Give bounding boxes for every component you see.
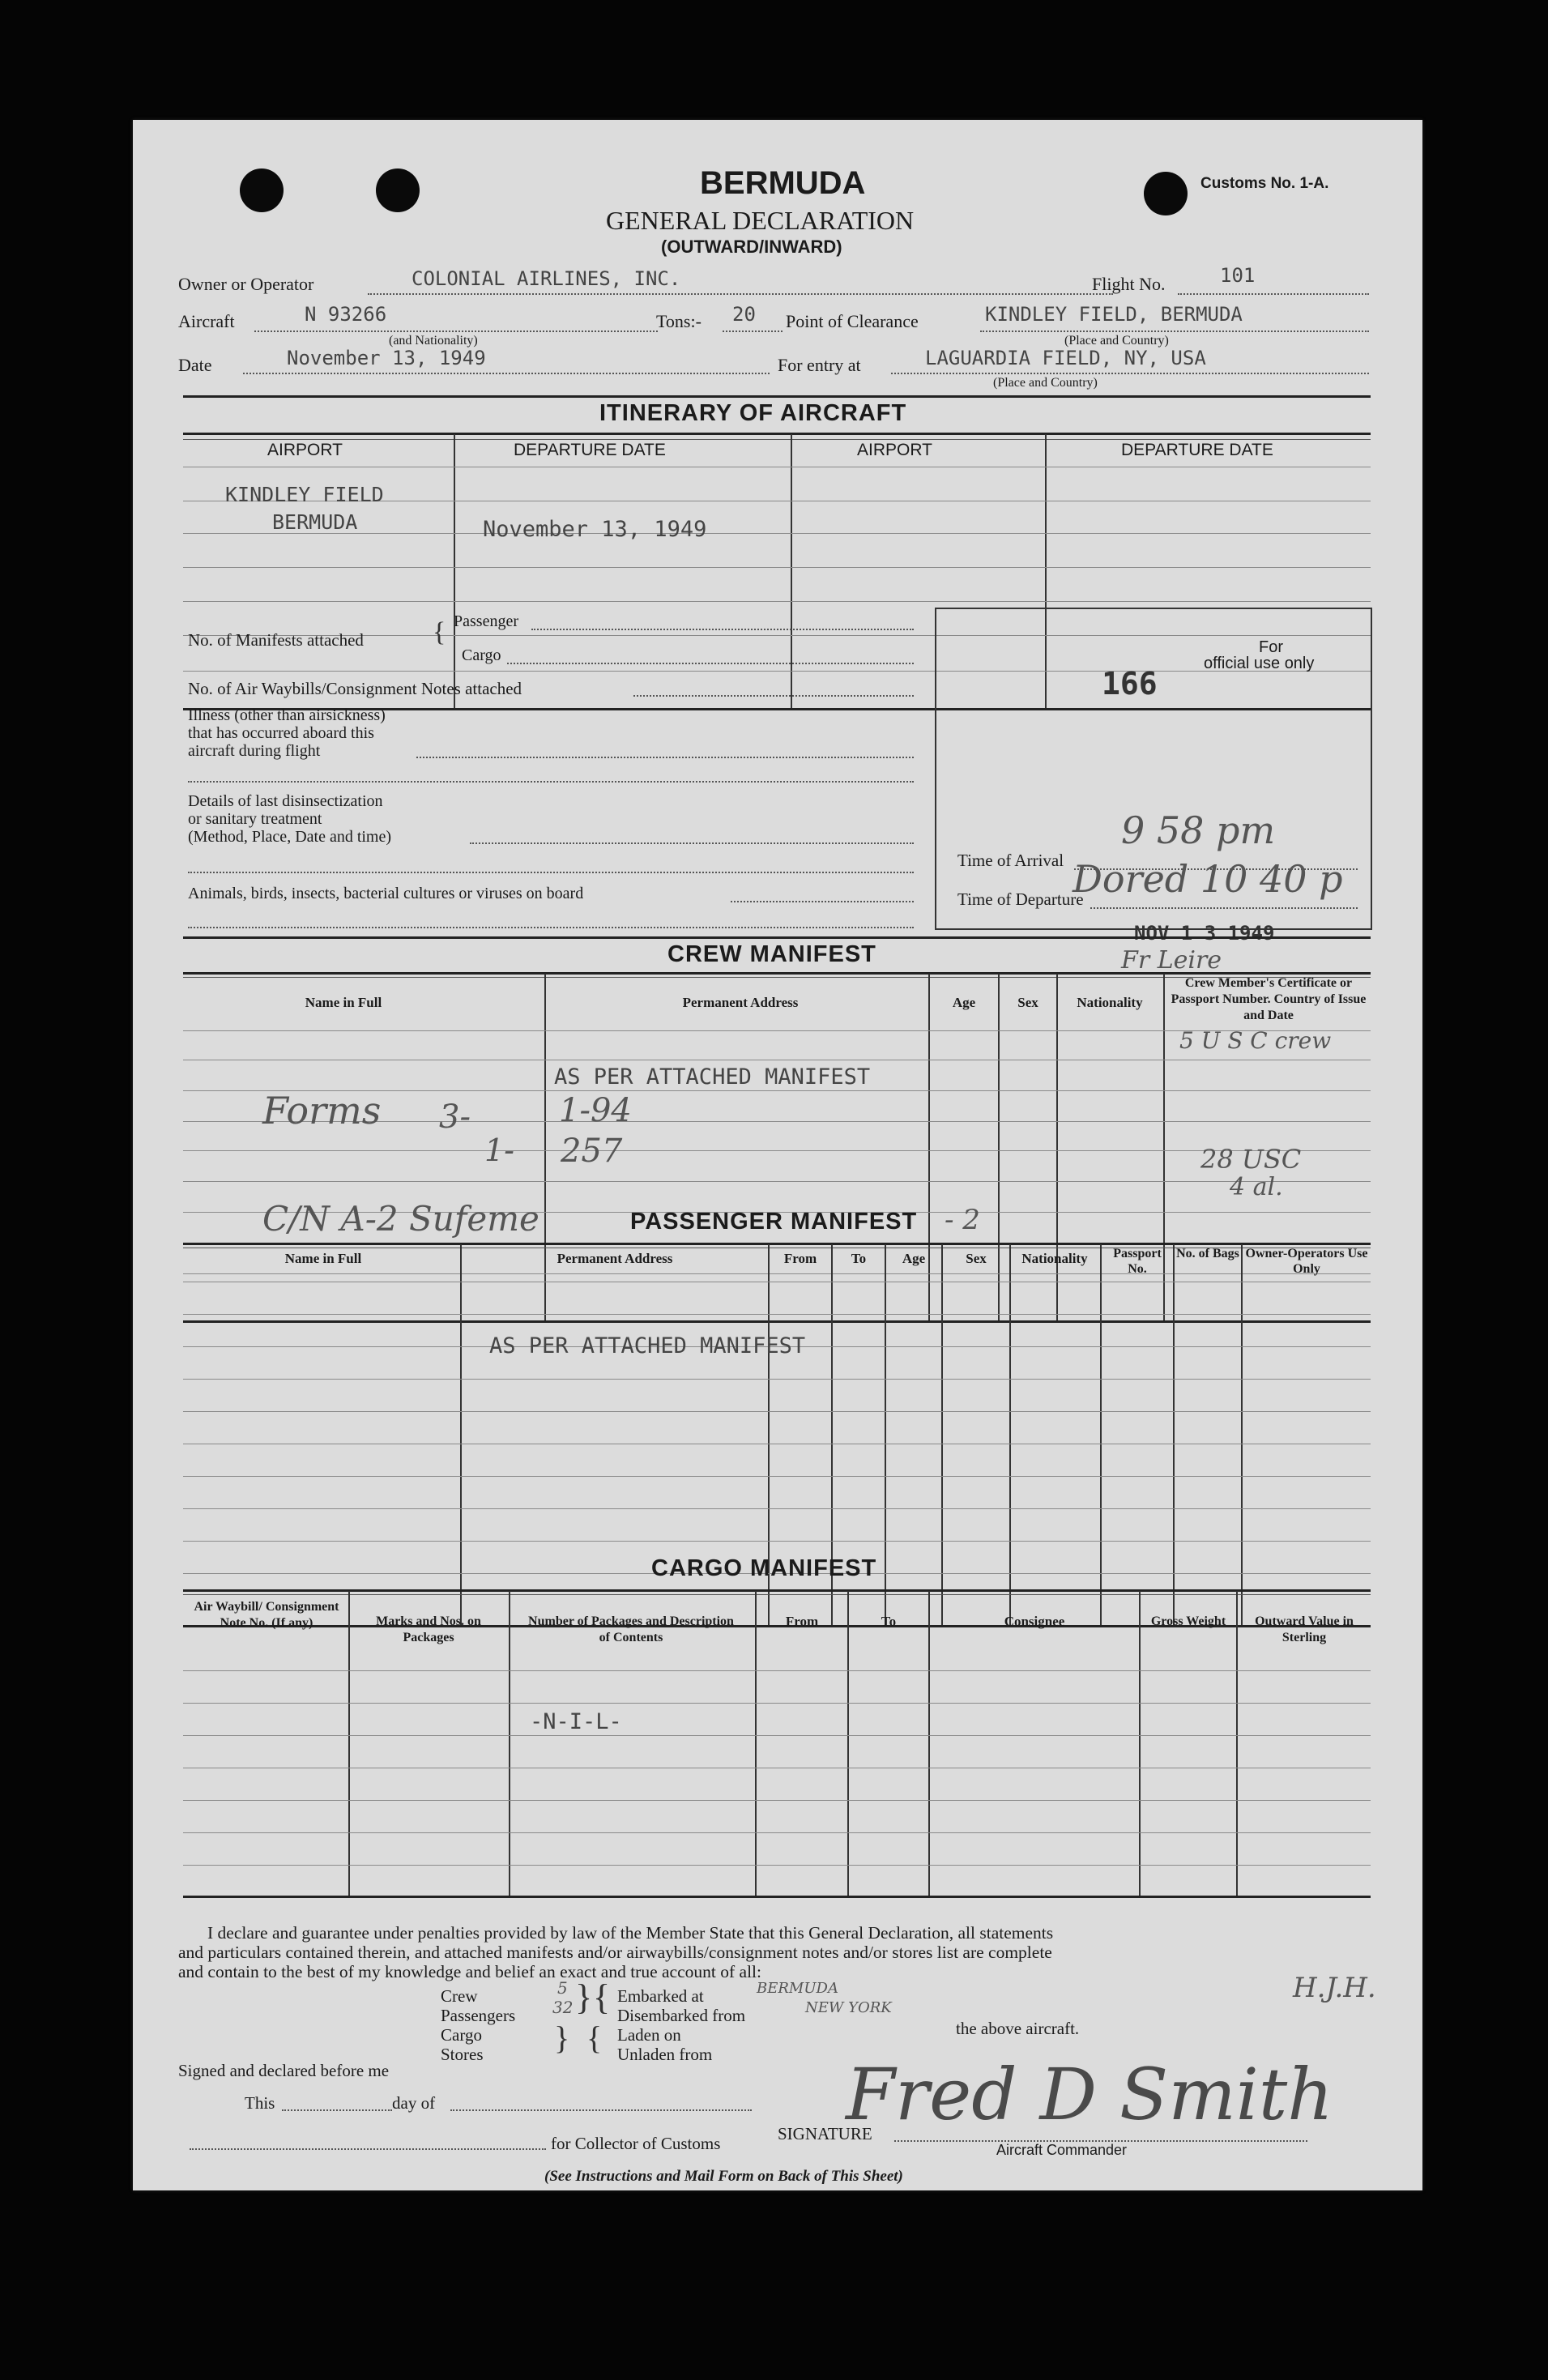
rule xyxy=(183,1243,1371,1245)
pax-header-owner-use: Owner-Operators Use Only xyxy=(1245,1247,1368,1276)
passengers-label: Passengers xyxy=(441,2006,516,2025)
animals-label: Animals, birds, insects, bacterial cultures or viruses on board xyxy=(188,885,584,902)
clearance-note: (Place and Country) xyxy=(1064,334,1169,348)
rule xyxy=(941,1244,943,1625)
cargo-header-consignee: Consignee xyxy=(1004,1614,1065,1629)
footer-note: (See Instructions and Mail Form on Back of This Sheet) xyxy=(544,2168,903,2185)
crew-header-nationality: Nationality xyxy=(1077,995,1143,1010)
rule xyxy=(183,1541,1371,1542)
fill-line xyxy=(1178,293,1369,295)
rule xyxy=(183,1476,1371,1477)
punch-hole xyxy=(376,168,420,212)
illness-line3: aircraft during flight xyxy=(188,742,321,760)
declaration-form xyxy=(133,120,1422,2190)
rule xyxy=(183,1314,1371,1315)
crew-header-address: Permanent Address xyxy=(682,995,799,1010)
declaration-initials: H.J.H. xyxy=(1293,1972,1376,2004)
date-label: Date xyxy=(178,355,212,375)
cargo-header-to: To xyxy=(881,1614,897,1629)
itinerary-header-departure: DEPARTURE DATE xyxy=(1121,441,1273,459)
crew-header-certificate: Crew Member's Certificate or Passport Number. Country of Issue and Date xyxy=(1171,976,1367,1022)
cargo-manifest-title: CARGO MANIFEST xyxy=(651,1555,877,1581)
handwritten-al: 4 al. xyxy=(1230,1173,1283,1201)
disembarked-label: Disembarked from xyxy=(617,2006,746,2025)
owner-value: COLONIAL AIRLINES, INC. xyxy=(412,267,681,290)
official-label-2: official use only xyxy=(1204,655,1315,672)
handwritten-cn: C/N A-2 Sufeme xyxy=(262,1199,539,1239)
crew-manifest-title: CREW MANIFEST xyxy=(667,941,876,967)
rule xyxy=(183,936,1371,939)
itinerary-header-airport: AIRPORT xyxy=(857,441,932,459)
crew-label: Crew xyxy=(441,1986,478,2006)
rule xyxy=(1139,1591,1141,1896)
collector-label: for Collector of Customs xyxy=(551,2134,721,2153)
rule xyxy=(755,1591,757,1896)
brace: { xyxy=(433,617,446,647)
embarked-label: Embarked at xyxy=(617,1986,704,2006)
rule xyxy=(928,1591,930,1896)
rule xyxy=(183,1379,1371,1380)
rule xyxy=(348,1591,350,1896)
commander-signature: Fred D Smith xyxy=(846,2053,1333,2136)
fill-line xyxy=(190,2148,546,2150)
official-label-1: For xyxy=(1259,638,1283,656)
official-initials: Fr Leire xyxy=(1121,946,1222,975)
declaration-line3: and contain to the best of my knowledge and belief an exact and true account of all: xyxy=(178,1962,761,1981)
stores-label: Stores xyxy=(441,2045,484,2064)
fill-line xyxy=(633,695,914,697)
cargo-header-waybill: Air Waybill/ Consignment Note No. (If any) xyxy=(194,1600,339,1630)
fill-line xyxy=(188,872,914,873)
disinsect-line2: or sanitary treatment xyxy=(188,810,322,828)
declaration-line1: I declare and guarantee under penalties provided by law of the Member State that this General Declaration, all statements xyxy=(207,1923,1054,1943)
rule xyxy=(847,1591,849,1896)
illness-line1: Illness (other than airsickness) xyxy=(188,706,386,724)
clearance-label: Point of Clearance xyxy=(786,311,919,331)
rule xyxy=(183,1735,1371,1736)
rule xyxy=(183,433,1371,435)
official-number: 166 xyxy=(1102,666,1158,702)
form-title: BERMUDA xyxy=(700,165,866,201)
form-subtitle: GENERAL DECLARATION xyxy=(606,206,915,235)
passenger-label: Passenger xyxy=(454,612,518,630)
handwritten-1: 1- xyxy=(484,1132,515,1168)
date-value: November 13, 1949 xyxy=(287,347,486,369)
rule xyxy=(460,1244,462,1625)
arrival-value: 9 58 pm xyxy=(1121,808,1276,852)
rule xyxy=(183,1411,1371,1412)
rule xyxy=(183,1320,1371,1323)
departure-value: Dored 10 40 p xyxy=(1073,857,1343,901)
pax-header-nationality: Nationality xyxy=(1021,1251,1088,1266)
crew-header-name: Name in Full xyxy=(305,995,382,1010)
punch-hole xyxy=(240,168,284,212)
disinsect-line1: Details of last disinsectization xyxy=(188,792,383,810)
handwritten-194: 1-94 xyxy=(559,1092,632,1129)
aircraft-value: N 93266 xyxy=(305,303,387,326)
fill-line xyxy=(731,901,914,902)
cargo-header-packages: Number of Packages and Description of Contents xyxy=(528,1614,734,1644)
manifests-label: No. of Manifests attached xyxy=(188,630,364,650)
cargo-header-weight: Gross Weight xyxy=(1150,1614,1226,1628)
cargo-header-value: Outward Value in Sterling xyxy=(1255,1614,1354,1644)
arrival-label: Time of Arrival xyxy=(957,851,1064,870)
fill-line xyxy=(243,373,770,374)
owner-label: Owner or Operator xyxy=(178,274,314,294)
rule xyxy=(885,1244,886,1625)
brace: } xyxy=(554,2020,570,2056)
rule xyxy=(183,1800,1371,1801)
fill-line xyxy=(188,781,914,783)
rule xyxy=(183,567,1371,568)
fill-line xyxy=(188,927,914,928)
rule xyxy=(1056,974,1058,1320)
fill-line xyxy=(470,842,914,844)
handwritten-count: - 2 xyxy=(945,1204,980,1236)
rule xyxy=(183,1273,1371,1274)
rule xyxy=(928,974,930,1320)
itinerary-header-airport: AIRPORT xyxy=(267,441,343,459)
entry-value: LAGUARDIA FIELD, NY, USA xyxy=(925,347,1206,369)
entry-label: For entry at xyxy=(778,355,861,375)
itinerary-airport-line1: KINDLEY FIELD xyxy=(225,483,384,506)
pax-header-sex: Sex xyxy=(966,1251,987,1266)
tons-label: Tons:- xyxy=(656,311,702,331)
fill-line xyxy=(254,331,658,332)
cargo-label: Cargo xyxy=(441,2025,482,2045)
rule xyxy=(183,1865,1371,1866)
rule xyxy=(183,1832,1371,1833)
handwritten-257: 257 xyxy=(561,1132,623,1170)
rule xyxy=(1173,1244,1175,1625)
itinerary-departure: November 13, 1949 xyxy=(483,517,707,542)
rule xyxy=(791,434,792,710)
pax-header-to: To xyxy=(851,1251,867,1266)
fill-line xyxy=(282,2109,392,2111)
aircraft-note: (and Nationality) xyxy=(389,334,478,348)
handwritten-usc: 28 USC xyxy=(1200,1144,1302,1175)
this-label: This xyxy=(245,2093,275,2113)
rule xyxy=(509,1591,510,1896)
commander-label: Aircraft Commander xyxy=(996,2142,1128,2158)
rule xyxy=(998,974,1000,1320)
rule xyxy=(183,1896,1371,1898)
declaration-line2: and particulars contained therein, and attached manifests and/or airwaybills/consignment notes and/or stores list are complete xyxy=(178,1943,1052,1962)
departure-label: Time of Departure xyxy=(957,889,1084,909)
clearance-value: KINDLEY FIELD, BERMUDA xyxy=(985,303,1243,326)
itinerary-header-departure: DEPARTURE DATE xyxy=(514,441,666,459)
brace: { xyxy=(586,2020,603,2056)
crew-header-age: Age xyxy=(952,995,976,1010)
entry-note: (Place and Country) xyxy=(993,376,1098,390)
fill-line xyxy=(450,2109,752,2111)
waybills-label: No. of Air Waybills/Consignment Notes attached xyxy=(188,679,522,698)
flight-no-label: Flight No. xyxy=(1092,274,1166,294)
pax-address-note: AS PER ATTACHED MANIFEST xyxy=(489,1333,806,1358)
signed-label: Signed and declared before me xyxy=(178,2061,390,2080)
pax-header-address: Permanent Address xyxy=(557,1251,673,1266)
rule xyxy=(544,974,546,1320)
illness-line2: that has occurred aboard this xyxy=(188,724,374,742)
rule xyxy=(183,1508,1371,1509)
pax-header-from: From xyxy=(783,1251,817,1266)
rule xyxy=(1100,1244,1102,1625)
pax-header-name: Name in Full xyxy=(284,1251,362,1266)
fill-line xyxy=(368,293,1113,295)
cargo-label: Cargo xyxy=(462,646,501,664)
disinsect-line3: (Method, Place, Date and time) xyxy=(188,828,392,846)
fill-line xyxy=(507,663,914,664)
rule xyxy=(183,1589,1371,1592)
rule xyxy=(454,434,455,710)
laden-label: Laden on xyxy=(617,2025,681,2045)
rule xyxy=(1009,1244,1011,1625)
disembarked-place: NEW YORK xyxy=(805,1999,892,2016)
rule xyxy=(183,533,1371,534)
above-aircraft: the above aircraft. xyxy=(956,2019,1080,2038)
flight-no-value: 101 xyxy=(1220,264,1256,287)
handwritten-crew: 5 U S C crew xyxy=(1179,1027,1332,1054)
rule xyxy=(183,395,1371,398)
cargo-contents: -N-I-L- xyxy=(530,1709,622,1734)
fill-line xyxy=(531,629,914,630)
rule xyxy=(1236,1591,1238,1896)
tons-value: 20 xyxy=(732,303,756,326)
embarked-place: BERMUDA xyxy=(757,1980,838,1997)
rule xyxy=(1241,1244,1243,1625)
passenger-manifest-title: PASSENGER MANIFEST xyxy=(630,1209,918,1235)
rule xyxy=(183,1150,1371,1151)
itinerary-airport-line2: BERMUDA xyxy=(272,510,358,534)
rule xyxy=(183,1181,1371,1182)
fill-line xyxy=(891,373,1369,374)
rule xyxy=(183,439,1371,440)
day-label: day of xyxy=(392,2093,436,2113)
rule xyxy=(183,601,1371,602)
pax-header-bags: No. of Bags xyxy=(1176,1247,1239,1260)
crew-count: 5 xyxy=(557,1978,568,1998)
crew-header-sex: Sex xyxy=(1017,995,1038,1010)
brace: } xyxy=(575,1977,593,2017)
fill-line xyxy=(723,331,783,332)
fill-line xyxy=(980,331,1369,332)
rule xyxy=(183,1594,1371,1595)
fill-line xyxy=(1090,907,1358,909)
handwritten-3: 3- xyxy=(439,1098,471,1136)
itinerary-title: ITINERARY OF AIRCRAFT xyxy=(599,400,907,426)
cargo-header-marks: Marks and Nos. on Packages xyxy=(376,1614,481,1644)
pax-header-passport: Passport No. xyxy=(1113,1247,1162,1276)
crew-address-note: AS PER ATTACHED MANIFEST xyxy=(554,1064,871,1090)
rule xyxy=(183,1703,1371,1704)
cargo-header-from: From xyxy=(785,1614,819,1629)
punch-hole xyxy=(1144,172,1188,215)
passenger-count: 32 xyxy=(552,1998,574,2017)
rule xyxy=(183,972,1371,975)
signature-label: SIGNATURE xyxy=(778,2124,872,2143)
form-direction: (OUTWARD/INWARD) xyxy=(661,237,842,257)
rule xyxy=(183,1670,1371,1671)
fill-line xyxy=(416,757,914,758)
date-stamp: NOV 1 3 1949 xyxy=(1134,922,1275,945)
customs-reference: Customs No. 1-A. xyxy=(1200,175,1329,192)
handwritten-forms: Forms xyxy=(262,1089,382,1132)
pax-header-age: Age xyxy=(902,1251,926,1266)
brace: { xyxy=(593,1977,611,2017)
unladen-label: Unladen from xyxy=(617,2045,713,2064)
aircraft-label: Aircraft xyxy=(178,311,235,331)
